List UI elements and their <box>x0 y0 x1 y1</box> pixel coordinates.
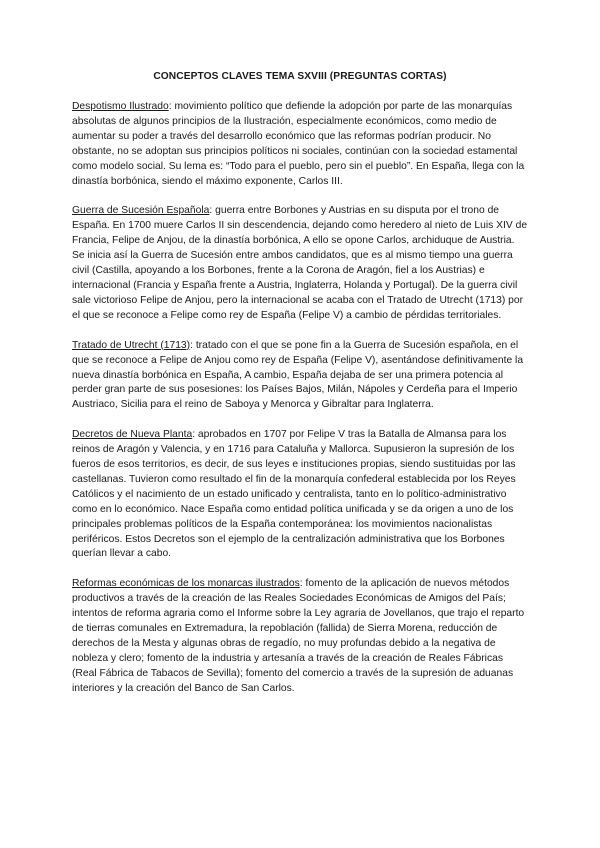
term-heading: Tratado de Utrecht (1713) <box>72 339 191 351</box>
section-decretos-nueva-planta <box>72 428 528 562</box>
term-definition: : tratado con el que se pone fin a la Guerra de Sucesión española, en el que se reconoce a Felipe de Anjou como rey de España (Felipe V), asentándose definitivamente la nueva dinastía borbónica en España, A cambio, España dejaba de ser una primera potencia al perder gran parte de sus posesiones: los Países Bajos, Milán, Nápoles y Cerdeña para el Imperio Austriaco, Sicilia para el reino de Saboya y Menorca y Gibraltar para Inglaterra. <box>72 339 524 411</box>
term-heading: Guerra de Sucesión Española <box>72 205 210 217</box>
section-reformas-economicas <box>72 577 528 696</box>
term-definition: : aprobados en 1707 por Felipe V tras la Batalla de Almansa para los reinos de Aragón y Valencia, y en 1716 para Cataluña y Mallorca. Supusieron la supresión de los fueros de esos territorios, es decir, de sus leyes e instituciones propias, siendo sustituidas por las castellanas. Tuvieron como resultado el fin de la monarquía confederal establecida por los Reyes Católicos y el nacimiento de un estado unificado y centralista, tanto en lo político-administrativo como en lo económico. Nace España como entidad política unificada y se da origen a uno de los principales problemas políticos de la España contemporánea: los movimientos nacionalistas periféricos. Estos Decretos son el ejemplo de la centralización administrativa que los Borbones querían llevar a cabo. <box>72 429 516 560</box>
section-despotismo-ilustrado <box>72 100 528 189</box>
term-heading: Reformas económicas de los monarcas ilustrados <box>72 578 300 590</box>
term-definition: : movimiento político que defiende la adopción por parte de las monarquías absolutas de algunos principios de la Ilustración, especialmente económicos, como medio de aumentar su poder a través del desarrollo económico que las reformas podrían producir. No obstante, no se adoptan sus principios políticos ni sociales, continúan con la sociedad estamental como modelo social. Su lema es: “Todo para el pueblo, pero sin el pueblo”. En España, llega con la dinastía borbónica, siendo el máximo exponente, Carlos III. <box>72 101 525 187</box>
section-guerra-de-sucesion <box>72 204 528 323</box>
document-title: CONCEPTOS CLAVES TEMA SXVIII (PREGUNTAS CORTAS) <box>153 71 447 82</box>
term-definition: : guerra entre Borbones y Austrias en su disputa por el trono de España. En 1700 muere Carlos II sin descendencia, dejando como heredero al nieto de Luis XIV de Francia, Felipe de Anjou, de la dinastía borbónica, A ello se opone Carlos, archiduque de Austria. Se inicia así la Guerra de Sucesión entre ambos candidatos, que es al mismo tiempo una guerra civil (Castilla, apoyando a los Borbones, frente a la Corona de Aragón, fiel a los Austrias) e internacional (Francia y España frente a Austria, Inglaterra, Holanda y Portugal). De la guerra civil sale victorioso Felipe de Anjou, pero la internacional se acaba con el Tratado de Utrecht (1713) por el que se reconoce a Felipe como rey de España (Felipe V) a cambio de pérdidas territoriales. <box>72 205 528 321</box>
term-heading: Decretos de Nueva Planta <box>72 429 193 441</box>
section-tratado-de-utrecht <box>72 339 528 414</box>
term-heading: Despotismo Ilustrado <box>72 101 169 112</box>
term-definition: : fomento de la aplicación de nuevos métodos productivos a través de la creación de las Reales Sociedades Económicas de Amigos del País; intentos de reforma agraria como el Informe sobre la Ley agraria de Jovellanos, que trajo el reparto de tierras comunales en Extremadura, la repoblación (fallida) de Sierra Morena, reducción de derechos de la Mesta y algunas obras de regadío, no muy profundas debido a la negativa de nobleza y clero; fomento de la industria y artesanía a través de la creación de Reales Fábricas (Real Fábrica de Tabacos de Sevilla); fomento del comercio a través de la supresión de aduanas interiores y la creación del Banco de San Carlos. <box>72 578 525 694</box>
